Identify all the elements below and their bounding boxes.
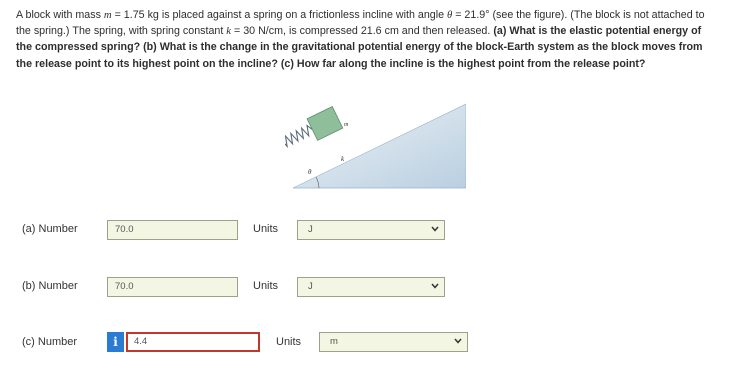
figure-label-theta: θ: [308, 168, 312, 176]
spring-coil: [285, 124, 314, 152]
part-b-units-value: J: [308, 281, 313, 292]
part-a-units-label: Units: [253, 223, 279, 235]
question-b: (b) What is the change in the gravitational potential energy of the block-Earth system as the block moves from the release point to its highest point on the incline?: [16, 41, 703, 70]
k-symbol: k: [226, 25, 232, 38]
part-c-units-select[interactable]: [319, 332, 468, 352]
question-a: (a) What is the elastic potential energy of the compressed spring?: [16, 25, 702, 54]
part-b-units-label: Units: [253, 280, 279, 292]
part-b-label: (b) Number: [22, 280, 78, 292]
part-a-number-input[interactable]: 70.0: [107, 220, 238, 240]
part-a-units-select[interactable]: [297, 220, 445, 240]
part-c-units-value: m: [330, 336, 338, 347]
chevron-down-icon: [431, 226, 439, 232]
info-icon[interactable]: i: [107, 332, 124, 352]
chevron-down-icon: [454, 338, 462, 344]
part-b-number-input[interactable]: 70.0: [107, 277, 238, 297]
figure-label-m: m: [344, 122, 349, 128]
incline-figure: [285, 92, 466, 192]
figure-label-k: k: [341, 155, 345, 163]
mass-symbol: m: [103, 9, 112, 21]
block: [307, 107, 343, 141]
part-b-row: [0, 276, 730, 300]
part-a-row: [0, 219, 730, 243]
part-c-row: [0, 332, 730, 356]
part-c-units-label: Units: [276, 336, 302, 348]
chevron-down-icon: [431, 283, 439, 289]
part-c-number-input[interactable]: 4.4: [126, 332, 260, 352]
question-c: (c) How far along the incline is the highest point from the release point?: [277, 57, 646, 70]
part-a-label: (a) Number: [22, 223, 78, 235]
part-b-units-select[interactable]: [297, 277, 445, 297]
part-c-label: (c) Number: [22, 336, 78, 348]
part-a-units-value: J: [308, 224, 313, 235]
theta-symbol: θ: [447, 9, 453, 21]
problem-text: A block with mass m = 1.75 kg is placed against a spring on a frictionless incline with angle θ = 21.9° (see the figure). (The block is not attached to the spring.) The spring, with spring constant k = 30 N/cm, is compressed 21.6 cm and then released. (a) What is the elastic potential energy of the compressed spring? (b) What is the change in the gravitational potential energy of the block-Earth system as the block moves from the release point to its highest point on the incline? (c) How far along the incline is the highest point from the release point?: [16, 9, 705, 70]
